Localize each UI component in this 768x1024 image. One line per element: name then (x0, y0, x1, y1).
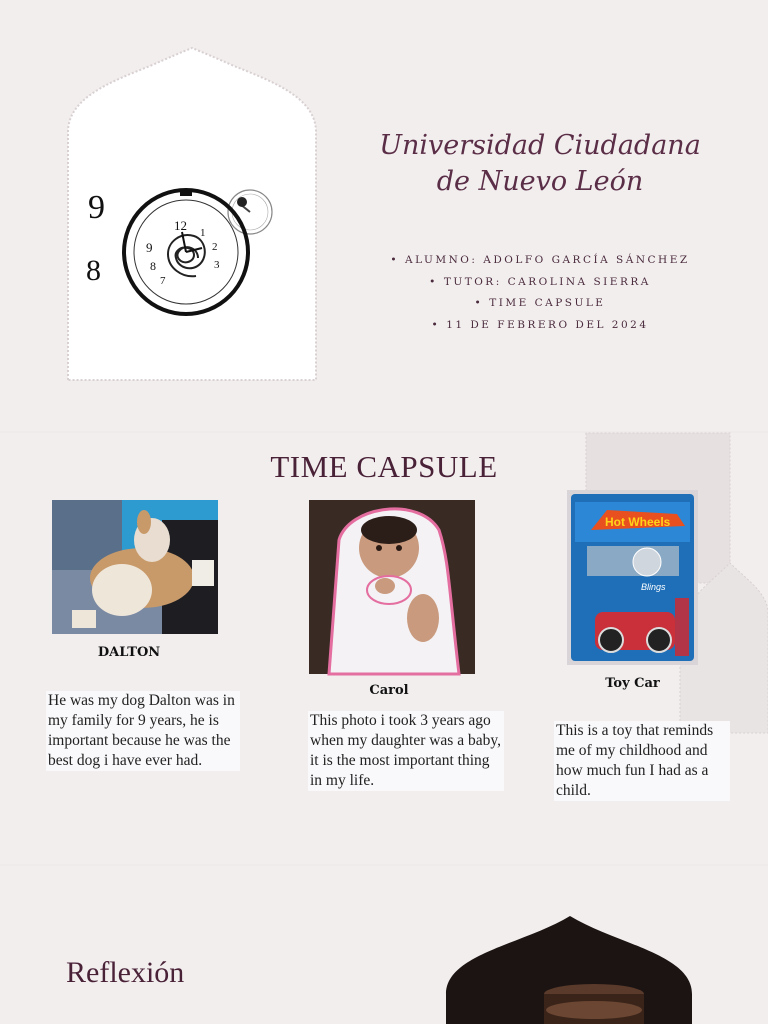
svg-text:7: 7 (160, 275, 166, 287)
info-topic-text: TIME CAPSULE (489, 297, 606, 309)
info-tutor (360, 272, 720, 294)
reflexion-title: Reflexión (66, 956, 185, 989)
svg-text:12: 12 (174, 218, 187, 233)
dark-arch-photo (444, 914, 694, 1024)
toy-brand-text: Hot Wheels (605, 515, 671, 529)
title-slide (0, 0, 768, 431)
info-tutor-text: TUTOR: CAROLINA SIERRA (443, 275, 651, 288)
bullet-icon: • (390, 254, 400, 266)
svg-text:8: 8 (150, 259, 156, 273)
reflexion-slide (0, 866, 768, 1024)
spiral-clock-image (88, 190, 296, 300)
svg-text:9: 9 (146, 240, 153, 255)
student-info-list (360, 250, 720, 336)
svg-text:8: 8 (86, 254, 101, 287)
info-topic (360, 293, 720, 315)
section-title: TIME CAPSULE (270, 449, 498, 484)
university-title-line2: de Nuevo León (436, 166, 644, 197)
toy-car-photo (567, 490, 698, 665)
info-date (360, 315, 720, 337)
svg-text:3: 3 (214, 259, 220, 271)
baby-photo (309, 500, 475, 674)
university-title-line1: Universidad Ciudadana (379, 130, 701, 161)
time-capsule-slide (0, 433, 768, 864)
svg-text:2: 2 (212, 241, 218, 253)
card-label-dalton: DALTON (97, 645, 161, 660)
toy-model-text: Blings (641, 582, 666, 592)
card-label-carol: Carol (369, 683, 409, 698)
dog-photo (52, 500, 218, 634)
card-text-carol: This photo i took 3 years ago when my daughter was a baby, it is the most important thing in my life. (308, 711, 504, 791)
bullet-icon: • (429, 275, 438, 288)
svg-text:9: 9 (88, 189, 105, 226)
card-text-toy-car: This is a toy that reminds me of my childhood and how much fun I had as a child. (554, 721, 730, 801)
info-student (360, 250, 720, 272)
bullet-icon: • (474, 297, 484, 309)
info-date-text: 11 DE FEBRERO DEL 2024 (446, 318, 649, 331)
svg-text:1: 1 (200, 227, 206, 239)
card-label-toy-car: Toy Car (605, 676, 660, 691)
bullet-icon: • (431, 318, 441, 331)
info-student-text: ALUMNO: ADOLFO GARCÍA SÁNCHEZ (405, 254, 690, 266)
card-text-dalton: He was my dog Dalton was in my family for 9 years, he is important because he was the best dog i have ever had. (46, 691, 240, 771)
university-title (360, 128, 720, 200)
